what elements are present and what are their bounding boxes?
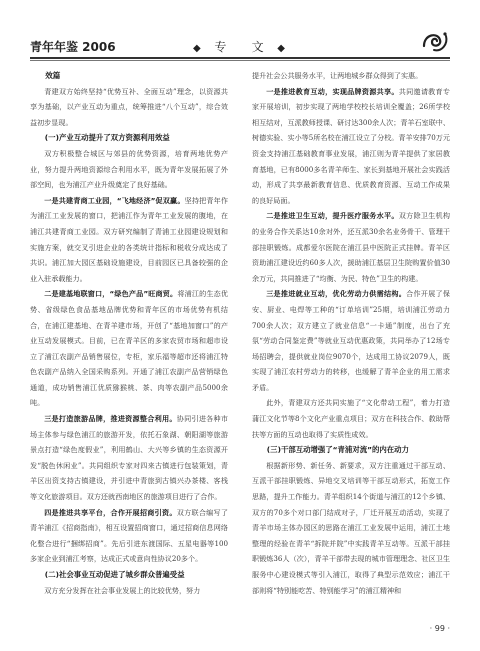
paragraph: 青建双方始终坚持“优势互补、全面互动”理念，以资源共享为基础，以产业互动为重点，统筹推进“八个互动”，综合效益初步显现。 xyxy=(30,86,228,127)
subsection-heading: (三)干部互动增强了“青浦对流”的内在动力 xyxy=(266,445,409,455)
running-header xyxy=(30,36,450,56)
header-rule-thin xyxy=(30,60,450,61)
section-char-b: 文 xyxy=(251,40,266,54)
paragraph xyxy=(252,208,450,286)
paragraph-lead: 一是共建青商工业园，“飞地经济”促双赢。 xyxy=(44,195,185,205)
paragraph-body: 协同引进各种市场主体参与绿色浦江的旅游开发，依托石象湖、朝阳湖等旅游景点打造“绿色度假业”，利用鹤山、大兴等乡镇的生态资源开发“脱色休闲业”。共同组织专家对四来古镇进行包装策划，青羊区出资支持古镇建设，并引进中青旅到古镇兴办茶楼、客栈等文化旅游项目。双方还就西南地区的旅游项目进行了合作。 xyxy=(30,414,229,502)
header-rule xyxy=(30,57,450,59)
paragraph xyxy=(252,286,450,395)
paragraph: 双方积极整合城区与郊县的优势资源，培育两地优势产业，努力提升两地资源综合利用水平，既为青年发展拓展了外部空间，也为浦江产业升级奠定了良好基础。 xyxy=(30,148,228,190)
diamond-icon: ◆ xyxy=(193,43,203,54)
paragraph-body: 双方除卫生机构的业务合作关系达10余对外，还互派30余名业务骨干、管理干部挂职锻炼。成都爱尔医院在浦江县中医院正式挂牌。青羊区资助浦江建设近约60多人次，援助浦江基层卫生院购置价值30余万元，共同推进了“均衡、为民、特色”卫生的构建。 xyxy=(252,211,451,283)
page-number: · 99 · xyxy=(429,624,450,633)
paragraph: 根据新形势、新任务、新要求，双方注重通过干部互动、互派干部挂职锻炼、异地交叉培训等干部互动形式，拓宽工作思路，提升工作能力。青羊组织14个街道与浦江的12个乡镇、双方的70多个对口部门结成对子，厂迁开展互动活动，实现了青羊市场主体办园区的思路在浦江工业发展中运用，浦江土地整理的经验在青羊“拆院并院”中实践青羊互动等。互派干部挂职锻炼36人（次），青羊干部带去现的城市管理理念、社区卫生服务中心建设模式等引入浦江，取得了典型示范效应；浦江干部则将“特别能吃苦、特别能学习”的浦江精神和 xyxy=(252,460,450,595)
right-column xyxy=(252,68,450,598)
subsection-heading: (二)社会事业互动促进了城乡群众普遍受益 xyxy=(44,570,185,579)
yearbook-title: 青年年鉴 2006 xyxy=(30,40,116,54)
left-column xyxy=(30,68,228,598)
paragraph: 双方充分发挥在社会事业发展上的比较优势，努力 xyxy=(44,585,201,595)
paragraph xyxy=(252,84,450,209)
paragraph-lead: 三是打造旅游品牌，推进资源整合利用。 xyxy=(44,414,177,424)
paragraph-body: 将浦江的生态优势、省级绿色食品基地品牌优势和青年区的市场优势有机结合，在浦江建基地、在青羊建市场，开创了“基地加窗口”的产业互动发展模式。目前，已在青羊区的多家农贸市场和超市设立了浦江农副产品销售展位，专柜，家乐福等超市还将浦江特色农副产品纳入全国采购系列。开通了浦江农副产品营销绿色通道，成功销售浦江优质猕猴桃、茶、肉等农副产品5000余吨。 xyxy=(30,289,229,408)
paragraph-lead: 二是建基地联窗口，“绿色产品”旺商贸。 xyxy=(44,289,178,299)
paragraph: 此外，青建双方还共同实施了“文化带动工程”，着力打造蒲江文化节等8个文化产业重点项目；双方在科技合作、救助帮扶等方面的互动也取得了实质性成效。 xyxy=(252,398,450,439)
paragraph xyxy=(30,193,228,287)
section-label xyxy=(30,38,450,55)
paragraph-lead: 二是推进卫生互动，提升医疗服务水平。 xyxy=(266,211,399,221)
paragraph-body: 坚持把青年作为浦江工业发展的窗口，把浦江作为青年工业发展的腹地，在浦江共建青商工业园。双方研究编制了青浦工业园建设规划和实施方案，就交叉引进企业的各类统计指标和税收分成达成了共识。浦江加大园区基础设施建设，目前园区已具备较强的企业入驻承载能力。 xyxy=(30,195,229,283)
section-title: 效篇 xyxy=(45,71,61,80)
paragraph xyxy=(30,411,228,505)
subsection-heading: (一)产业互动提升了双方资源利用效益 xyxy=(44,133,170,143)
paragraph-lead: 四是推进共享平台，合作开展招商引资。 xyxy=(44,507,177,517)
paragraph xyxy=(30,286,228,411)
paragraph-lead: 三是推进就业互动，优化劳动力供需结构。 xyxy=(266,289,407,299)
paragraph xyxy=(30,505,228,567)
diamond-icon-2: ◆ xyxy=(277,43,287,54)
paragraph-body: 合作开展了保安、厨业、电焊等工种的“订单培训”25期，培训浦江劳动力700余人次；双方建立了就业信息“一卡通”制度，出台了充氛“劳动合同鉴定费”等就业互动优惠政策，共同举办了12场专场招聘会，提供就业岗位9070个，达成用工协议2079人，既实现了浦江农村劳动力的转移，也缓解了青羊企业的用工需求矛盾。 xyxy=(252,289,451,392)
paragraph-body: 共同邀请教育专家开展培训，初步实现了两地学校校长培训全覆盖；26所学校相互结对，互派教师授课、研讨达300余人次；青羊石室联中、树德实验、实小等5所名校在浦江设立了分校。青羊安排70万元资金支持浦江基础教育事业发展，浦江则为青羊提供了家居教育基地，已有8000多名青羊师生、家长到基地开展社会实践活动，形成了共享最新教育信息、优质教育资源、互动工作成果的良好局面。 xyxy=(252,86,451,205)
section-char-a: 专 xyxy=(214,40,229,54)
paragraph-lead: 一是推进教育互动，实现品牌资源共享。 xyxy=(266,86,399,96)
paragraph: 提升社会公共服务水平，让两地城乡群众得到了实惠。 xyxy=(252,71,423,80)
swirl-logo-icon xyxy=(420,28,450,54)
paragraph-body: 双方联合编写了青羊浦江《招商指南》，相互设置招商窗口，通过招商信息网络化整合进行“捆绑招商”。先后引进东渡国际、五星电器等100多家企业到浦江考察，达成正式或意向性协议20多个。 xyxy=(30,507,229,564)
